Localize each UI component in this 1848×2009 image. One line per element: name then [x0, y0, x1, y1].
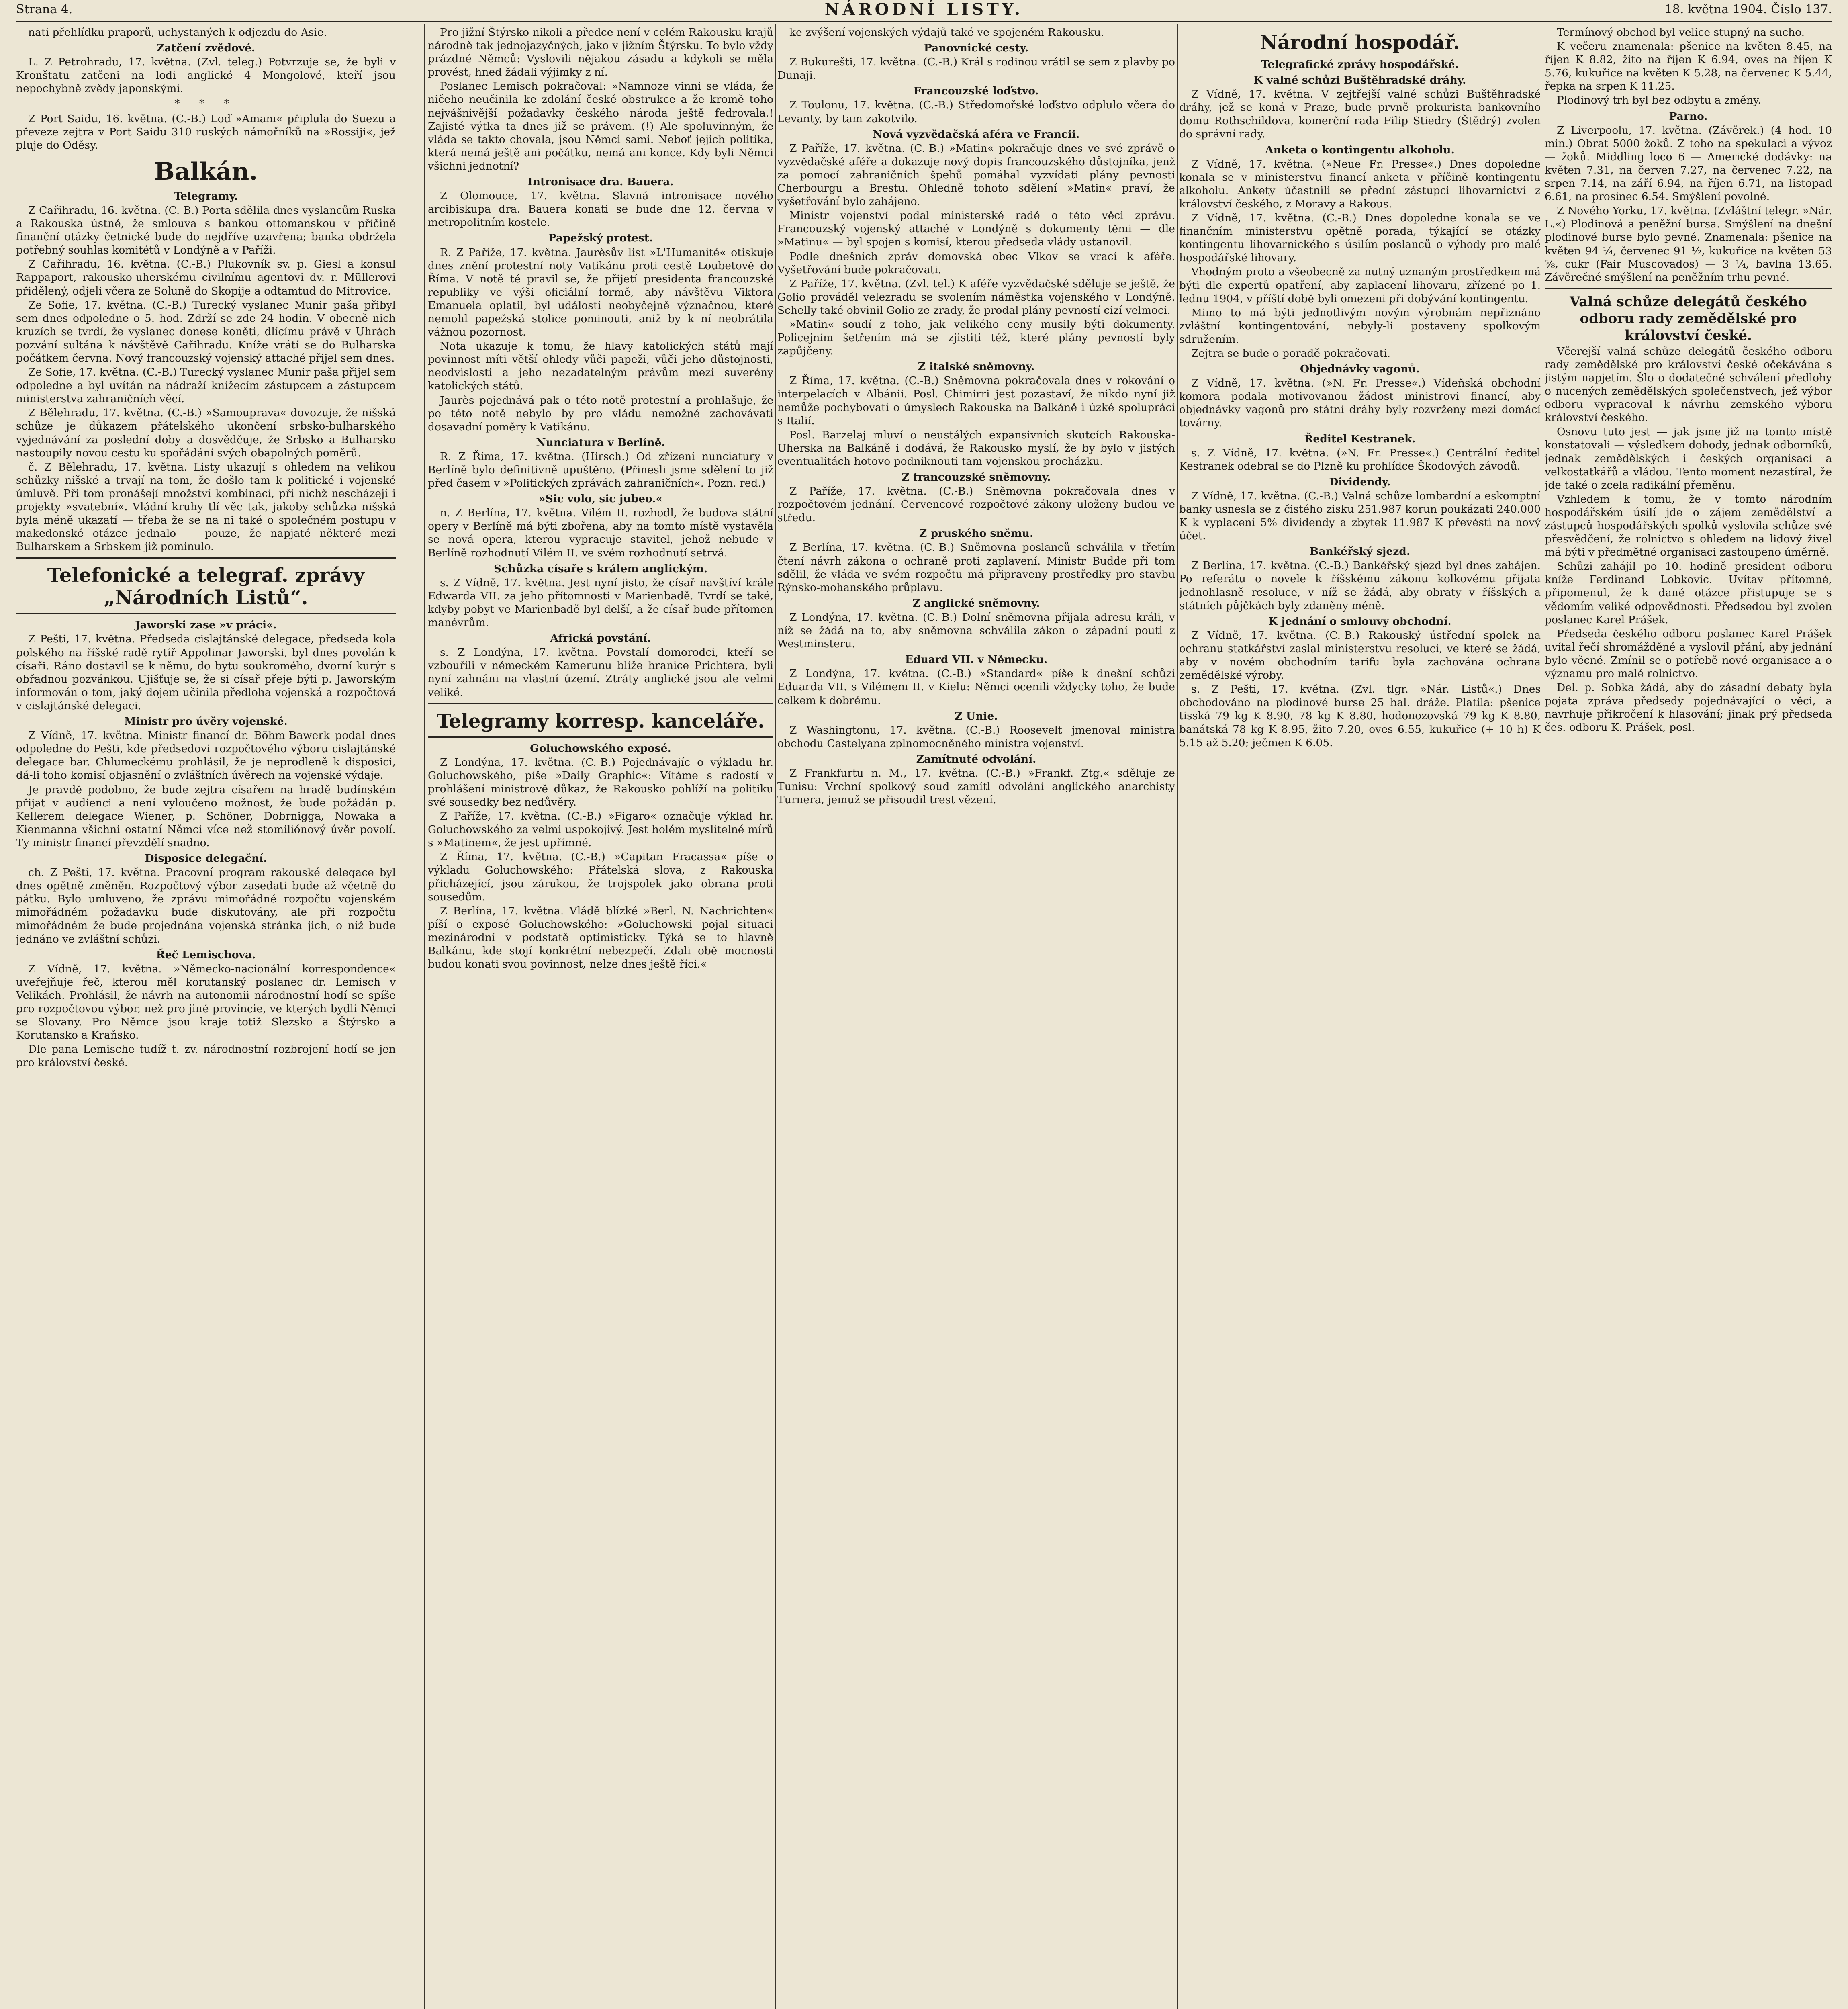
column-2: [428, 26, 773, 2009]
article-heading: Bankéřský sjezd.: [1309, 545, 1411, 558]
column-4: [1179, 26, 1541, 2009]
article-text: Z Frankfurtu n. M., 17. května. (C.-B.) »Frankf. Ztg.« sděluje ze Tunisu: Vrchní spolkový soud zamítl odvolání anglického anarchisty Turnera, jemuž se přisoudil trest vězení.: [777, 767, 1175, 806]
article-text: s. Z Vídně, 17. května. (»N. Fr. Presse«.) Centrální ředitel Kestranek odebral se do Plzně ku prohlídce Škodových závodů.: [1179, 446, 1541, 473]
article-text: Z Berlína, 17. května. (C.-B.) Bankéřský sjezd byl dnes zahájen. Po referátu o novele k říšskému zákonu kolkovému přijata jednohlasně resoluce, v níž se žádá, aby obraty v říšských a státních půjčkách byly zdaněny méně.: [1179, 559, 1541, 612]
article-text: Z Vídně, 17. května. (»N. Fr. Presse«.) Vídeňská obchodní komora podala motivovanou žádost ministrovi financí, aby objednávky vagonů pro státní dráhy byly rozvrženy mezi domácí továrny.: [1179, 377, 1541, 430]
article-heading: Nunciatura v Berlíně.: [536, 436, 665, 449]
article-text: Ze Sofie, 17. května. (C.-B.) Turecký vyslanec Munir paša přibyl sem dnes odpoledne o 5. hod. Zdrží se zde 24 hodin. V obecně nich kruzích se tvrdí, že vyslanec donese koněti, dlícímu právě v Uhrách pozvání sultána k návštěvě Cařihradu. Kníže vrátí se do Bulharska počátkem června. Nový francouzský vojenský attaché přijel sem dnes.: [16, 299, 396, 364]
article-heading: Zatčení zvědové.: [156, 42, 256, 55]
article-text: Z Vídně, 17. května. (C.-B.) Valná schůze lombardní a eskomptní banky usnesla se z čistého zisku 251.987 korun poukázati 240.000 K k vyplacení 5% dividendy a zbytek 11.987 K převésti na nový účet.: [1179, 489, 1541, 542]
article-text: s. Z Vídně, 17. května. Jest nyní jisto, že císař navštíví krále Edwarda VII. za jeho přítomnosti v Marienbadě. Tvrdí se také, kdyby pobyt ve Marienbadě byl delší, a že císař bude přítomen manévrům.: [428, 576, 773, 629]
section-separator: * * *: [174, 97, 237, 110]
article-text: Podle dnešních zpráv domovská obec Vlkov se vrací k aféře. Vyšetřování bude pokračovati.: [777, 250, 1175, 276]
article-text: Jaurès pojednává pak o této notě protestní a prohlašuje, že po této notě nebylo by pro vládu nemožné zachovávati dosavadní poměry k Vatikánu.: [428, 394, 773, 433]
column-3: [777, 26, 1175, 2009]
article-text: »Matin« soudí z toho, jak velikého ceny musily býti dokumenty. Policejním šetřením má se zjistiti též, které plány pevností byly zapůjčeny.: [777, 318, 1175, 358]
article-text: Posl. Barzelaj mluví o neustálých expansivních skutcích Rakouska-Uherska na Balkáně i dodává, že Rakousko myslí, že by bylo v jistých eventualitách hotovo podniknouti tam vojenskou procházku.: [777, 428, 1175, 468]
article-text: s. Z Pešti, 17. května. (Zvl. tlgr. »Nár. Listů«.) Dnes obchodováno na plodinové burse 25 hal. dráže. Platila: pšenice tisská 79 kg K 8.90, 78 kg K 8.80, hodonozovská 79 kg K 8.80, banátská 78 kg K 8.95, žito 7.20, oves 6.55, kukuřice (+ 10 h) K 5.15 až 5.20; ječmen K 6.05.: [1179, 683, 1541, 749]
article-heading: Jaworski zase »v práci«.: [135, 619, 277, 632]
article-heading: Z pruského sněmu.: [919, 527, 1034, 540]
article-heading: Panovnické cesty.: [924, 42, 1029, 55]
section-title: Valná schůze delegátů českého odboru rady zemědělské pro království české.: [1570, 293, 1807, 344]
article-text: Včerejší valná schůze delegátů českého odboru rady zemědělské pro království české očekávána s jistým napjetím. Šlo o dodatečné schválení předlohy o nucených zemědělských společenstvech, jež výbor odboru vypracoval k návrhu zemského výboru království českého.: [1545, 345, 1832, 424]
page-number: Strana 4.: [16, 2, 73, 16]
article-text: Z Washingtonu, 17. května. (C.-B.) Roosevelt jmenoval ministra obchodu Castelyana zplnomocněného ministra vojenství.: [777, 724, 1175, 750]
section-rule: [16, 613, 396, 614]
article-text: Ministr vojenství podal ministerské radě o této věci zprávu. Francouzský vojenský attaché v Londýně s dokumenty těmi — dle »Matinu« — byl spojen s komisí, kterou předseda vlády ustanovil.: [777, 209, 1175, 249]
article-heading: K jednání o smlouvy obchodní.: [1268, 615, 1451, 628]
article-heading: Intronisace dra. Bauera.: [527, 176, 674, 188]
article-text: Z Berlína, 17. května. Vládě blízké »Berl. N. Nachrichten« píší o exposé Goluchowského: »Goluchowski pojal situaci mezinárodní v podstatě optimisticky. Týká se to hlavně Balkánu, kde stojí konkrétní nebezpečí. Zdali obě mocnosti budou konati svou povinnost, nelze dnes ještě říci.«: [428, 904, 773, 971]
article-text: Z Cařihradu, 16. května. (C.-B.) Plukovník sv. p. Giesl a konsul Rappaport, rakousko-uherskému civilnímu agentovi dv. r. Müllerovi přidělený, odjeli včera ze Soluně do Skopije a odtamtud do Mitrovice.: [16, 258, 396, 297]
article-text: Mimo to má býti jednotlivým novým výrobnám nepřiznáno zvláštní kontingentování, nebyly-li postaveny spolkovým sdružením.: [1179, 306, 1541, 346]
article-text: L. Z Petrohradu, 17. května. (Zvl. teleg.) Potvrzuje se, že byli v Kronštatu zatčeni na lodi anglické 4 Mongolové, kteří jsou nepochybně zvědy japonskými.: [16, 56, 396, 95]
article-text: Z Londýna, 17. května. (C.-B.) »Standard« píše k dnešní schůzi Eduarda VII. s Vilémem II. v Kielu: Němci ocenili vždycky toho, že bude celkem k dobrému.: [777, 667, 1175, 707]
article-heading: Schůzka císaře s králem anglickým.: [493, 562, 708, 575]
article-text: Z Vídně, 17. května. (C.-B.) Rakouský ústřední spolek na ochranu statkářství zaslal ministerstvu resoluci, ve které se žádá, aby v novém obchodním tarifu byla zachována ochrana zemědělské výroby.: [1179, 629, 1541, 682]
article-text: Z Toulonu, 17. května. (C.-B.) Středomořské loďstvo odplulo včera do Levanty, by tam zakotvilo.: [777, 99, 1175, 125]
article-heading: Z italské sněmovny.: [918, 360, 1035, 373]
article-text: Dle pana Lemische tudíž t. zv. národnostní rozbrojení hodí se jen pro království české.: [16, 1043, 396, 1069]
column-divider: [775, 24, 776, 2009]
article-heading: Telegrafické zprávy hospodářské.: [1261, 58, 1459, 71]
article-text: Schůzi zahájil po 10. hodině president odboru kníže Ferdinand Lobkovic. Uvítav přítomné, připomenul, že k dané otázce přistupuje se s vědomím veliké odpovědnosti. Předsedou byl zvolen poslanec Karel Prášek.: [1545, 560, 1832, 626]
article-text: Z Paříže, 17. května. (C.-B.) »Figaro« označuje výklad hr. Goluchowského za velmi uspokojivý. Jest holém myslitelné mírů s »Matinem«, že jest upřímné.: [428, 810, 773, 849]
article-text: Zejtra se bude o poradě pokračovati.: [1191, 347, 1391, 360]
article-heading: Disposice delegační.: [145, 852, 267, 865]
article-text: Z Bělehradu, 17. května. (C.-B.) »Samouprava« dovozuje, že nišská schůze je důkazem přátelského ukončení srbsko-bulharského vyjednávání za poslední doby a dosvědčuje, že Srbsko a Bulharsko nastoupily novou cestu ku spořádání svých obapolných poměrů.: [16, 407, 396, 459]
article-heading: Objednávky vagonů.: [1300, 363, 1420, 376]
article-text: Z Port Saidu, 16. května. (C.-B.) Loď »Amam« připlula do Suezu a převeze zejtra v Port Saidu 310 ruských námořníků na »Rossiji«, jež pluje do Oděsy.: [16, 112, 396, 151]
section-rule: [428, 736, 773, 738]
article-text: Z Vídně, 17. května. (»Neue Fr. Presse«.) Dnes dopoledne konala se v ministerstvu financí anketa v příčině kontingentu alkoholu. Ankety účastnili se přední zástupci lihovarnictví z království českého, z Moravy a Rakous.: [1179, 158, 1541, 210]
article-heading: Ministr pro úvěry vojenské.: [124, 715, 288, 728]
article-heading: Zamítnuté odvolání.: [916, 753, 1036, 765]
article-text: Vzhledem k tomu, že v tomto národním hospodářském úsilí jde o zájem zemědělství a zástupců hospodářských spolků vyslovila schůze své přesvědčení, že rolnictvo s ohledem na lidový živel má býti v předmětné organisaci zastoupeno úměrně.: [1545, 493, 1832, 559]
article-text: Z Londýna, 17. května. (C.-B.) Pojednávajíc o výkladu hr. Goluchowského, píše »Daily Graphic«: Vítáme s radostí v prohlášení ministrově důkaz, že Rakousko pohlíží na politiku své sousedky bez nedůvěry.: [428, 756, 773, 808]
article-text: Z Liverpoolu, 17. května. (Závěrek.) (4 hod. 10 min.) Obrat 5000 žoků. Z toho na spekulaci a vývoz — žoků. Middling loco 6 — Americké dodávky: na květen 7.31, na červen 7.27, na červenec 7.22, na srpen 7.14, na září 6.94, na říjen 6.71, na listopad 6.61, na prosinec 6.54. Smýšlení povolné.: [1545, 124, 1832, 203]
article-text: K večeru znamenala: pšenice na květen 8.45, na říjen K 8.82, žito na říjen K 6.94, oves na říjen K 5.76, kukuřice na květen K 5.28, na červenec K 5.44, řepka na srpen K 11.25.: [1545, 40, 1832, 93]
section-title: Telegramy korresp. kanceláře.: [436, 710, 765, 732]
article-text: n. Z Berlína, 17. května. Vilém II. rozhodl, že budova státní opery v Berlíně má býti zbořena, aby na tomto místě vystavěla se nová opera, kterou vypracuje stavitel, jehož nebude v Berlíně rozhodnutí Vilém II. ve svém rozhodnutí setrvá.: [428, 507, 773, 559]
article-text: Je pravdě podobno, že bude zejtra císařem na hradě budínském přijat v audienci a není vyloučeno možnost, že bude požádán p. Kellerem delegace Wiener, p. Schöner, Dobrnigga, Nowaka a Kienmanna všichni ostatní Němci více než stomiliónový úvěr povolí. Ty ministr financí převzdělí snadno.: [16, 783, 396, 849]
article-text: R. Z Říma, 17. května. (Hirsch.) Od zřízení nunciatury v Berlíně bylo definitivně upuštěno. (Přinesli jsme sdělení to již před časem v »Politických zprávách zahraničních«. Pozn. red.): [428, 450, 773, 490]
section-rule: [1545, 288, 1832, 289]
section-title: Telefonické a telegraf. zprávy „Národních Listů“.: [47, 564, 365, 610]
column-1: [16, 26, 396, 2009]
article-text: Z Vídně, 17. května. Ministr financí dr. Böhm-Bawerk podal dnes odpoledne do Pešti, kde předsedovi rozpočtového výboru cislajtánské delegace bar. Chlumeckému prohlásil, že je neprodleně k disposici, dá-li toho komisí objasnění o zvláštních úvěrech na vojenské výdaje.: [16, 729, 396, 782]
article-text: Z Cařihradu, 16. května. (C.-B.) Porta sdělila dnes vyslancům Ruska a Rakouska ústně, že smlouva s bankou ottomanskou v příčině finanční otázky četnické bude do nejdříve uzavřena; banka obdržela potřebný souhlas komitétů v Londýně a v Paříži.: [16, 204, 396, 257]
article-text: ke zvýšení vojenských výdajů také ve spojeném Rakousku.: [789, 26, 1104, 39]
article-text: Vhodným proto a všeobecně za nutný uznaným prostředkem má býti dle expertů opatření, aby zaplacení lihovaru, zřízené po 1. lednu 1904, v příští době byli omezeni při dobývání kontingentu.: [1179, 266, 1541, 305]
section-title: Národní hospodář.: [1260, 31, 1460, 54]
column-divider: [424, 24, 425, 2009]
article-text: Z Londýna, 17. května. (C.-B.) Dolní sněmovna přijala adresu králi, v níž se žádá na to, aby sněmovna schválila zákon o západní pouti z Westminsteru.: [777, 611, 1175, 651]
article-text: Předseda českého odboru poslanec Karel Prášek uvítal řečí shromážděné a vyslovil přání, aby jednání bylo věcné. Zmínil se o potřebě nové organisace a o významu pro malé rolnictvo.: [1545, 627, 1832, 680]
article-text: Z Vídně, 17. května. »Německo-nacionální korrespondence« uveřejňuje řeč, kterou měl korutanský poslanec dr. Lemisch v Velikách. Prohlásil, že návrh na autonomii národnostní hodí se spíše pro rozpočtovou výbor, než pro jiné provincie, ve kterých bydlí Němci se Slovany. Pro Němce jsou kraje totiž Slezsko a Štýrsko a Korutansko a Kraňsko.: [16, 962, 396, 1042]
article-heading: Francouzské loďstvo.: [914, 85, 1039, 98]
article-text: Z Olomouce, 17. května. Slavná intronisace nového arcibiskupa dra. Bauera konati se bude dne 12. června v metropolitním kostele.: [428, 190, 773, 229]
article-text: Z Paříže, 17. května. (C.-B.) Sněmovna pokračovala dnes v rozpočtovém jednání. Červencové rozpočtové zákony uloženy budou ve středu.: [777, 485, 1175, 524]
article-text: Z Nového Yorku, 17. května. (Zvláštní telegr. »Nár. L.«) Plodinová a peněžní bursa. Smýšlení na dnešní plodinové burse bylo pevné. Znamenala: pšenice na květen 94 ¼, červenec 91 ½, kukuřice na květen 53 ⅝, cukr (Fair Muscovados) — 3 ¼, bavlna 13.65. Závěrečné smýšlení na peněžním trhu pevné.: [1545, 205, 1832, 284]
article-text: Nota ukazuje k tomu, že hlavy katolických států mají povinnost míti větší ohledy vůči papeži, vůči jeho důstojnosti, neodvislosti a jeho nezadatelným právům mezi suverény katolických států.: [428, 340, 773, 393]
article-text: č. Z Bělehradu, 17. května. Listy ukazují s ohledem na velikou schůzky nišské a trvají na tom, že došlo tam k politické i vojenské úmluvě. Při tom pronášejí množství kombinací, při nichž nescházejí i projekty »svatební«. Vládní kruhy tlí věc tak, jakoby schůzka nišská byla méně ukazatí — třeba že se na ni také o společném postupu v makedonské otázce jednalo — pouze, že napjaté některé mezi Bulharskem a Srbskem již pominulo.: [16, 460, 396, 553]
article-text: Termínový obchod byl velice stupný na sucho.: [1557, 26, 1805, 39]
article-heading: Goluchowského exposé.: [530, 742, 671, 755]
article-heading: Ředitel Kestranek.: [1304, 432, 1416, 445]
article-text: Z Paříže, 17. května. (C.-B.) »Matin« pokračuje dnes ve své zprávě o vyzvědačské aféře a dokazuje nový dopis francouzského důstojníka, jenž za pomocí zahraničních špehů pomáhal vyzvídati plány pevnosti Cherbourgu a Brestu. Ohledně tohoto sdělení »Matin« praví, že vyšetřování bylo zahájeno.: [777, 142, 1175, 208]
article-heading: Africká povstání.: [550, 632, 651, 645]
article-heading: Nová vyzvědačská aféra ve Francii.: [873, 128, 1080, 141]
article-heading: Anketa o kontingentu alkoholu.: [1265, 143, 1455, 156]
article-text: Z Vídně, 17. května. V zejtřejší valné schůzi Buštěhradské dráhy, jež se koná v Praze, bude prvně prokurista bankovního domu Rothschildova, komerční rada Filip Stiedry (Štědrý) zvolen do správní rady.: [1179, 88, 1541, 141]
article-text: Ze Sofie, 17. května. (C.-B.) Turecký vyslanec Munir paša přijel sem odpoledne a byl uvítán na nádraží knížecím zástupcem a zástupcem ministerstva zahraničních věcí.: [16, 366, 396, 405]
section-title: Balkán.: [154, 157, 258, 186]
article-text: Plodinový trh byl bez odbytu a změny.: [1557, 94, 1761, 107]
column-5: [1545, 26, 1832, 2009]
article-heading: »Sic volo, sic jubeo.«: [539, 493, 662, 505]
article-heading: K valné schůzi Buštěhradské dráhy.: [1253, 74, 1466, 87]
article-text: Del. p. Sobka žádá, aby do zásadní debaty byla pojata zpráva předsedy pojednávající o věci, a navrhuje přikročení k hlasování; jinak prý předseda čes. odboru K. Prášek, posl.: [1545, 681, 1832, 734]
article-text: Z Pešti, 17. května. Předseda cislajtánské delegace, předseda kola polského na říšské radě rytíř Appolinar Jaworski, byl dnes povolán k císaři. Ráno dostavil se k němu, do bytu soukromého, dvorní kurýr s obřadnou pozvánkou. Ujišťuje se, že si císař přeje býti p. Jaworským informován o tom, jaký dojem učinila předloha vojenská a rozpočtová v cislajtánské delegaci.: [16, 633, 396, 712]
column-divider: [1177, 24, 1178, 2009]
article-text: Poslanec Lemisch pokračoval: »Namnoze vinni se vláda, že ničeho neučinila ke zdolání české obstrukce a že kromě toho nejvášnivější požadavky českého národa ještě fedrovala.! Zajisté výtka ta dnes již se právem. (!) Ale spoluvinným, že vláda se takto chovala, jsou Němci sami. Neboť jejich politika, která nemá ještě ani počátku, nemá ani konce. Kdy byli Němci všichni jednotní?: [428, 80, 773, 172]
article-text: Z Říma, 17. května. (C.-B.) Sněmovna pokračovala dnes v rokování o interpelacích v Albánii. Posl. Chimirri jest pozastaví, že nikdo nyní již nemůže pochybovati o úmyslech Rakouska na Balkáně i úzké spolupráci s Italií.: [777, 374, 1175, 427]
article-heading: Papežský protest.: [548, 232, 653, 245]
article-text: s. Z Londýna, 17. května. Povstalí domorodci, kteří se vzbouřili v německém Kamerunu blíže hranice Prichtera, byli nyní zahnáni na vlastní území. Ztráty anglické jsou ale velmi veliké.: [428, 646, 773, 699]
masthead: NÁRODNÍ LISTY.: [824, 0, 1024, 19]
article-text: Z Paříže, 17. května. (Zvl. tel.) K aféře vyzvědačské sděluje se ještě, že Golio prováděl velezradu se svolením náměstka vojenského v Londýně. Schelly také obvinil Golio ze zrady, že prodal plány pevností cizí velmoci.: [777, 277, 1175, 317]
issue-date: 18. května 1904. Číslo 137.: [1664, 2, 1832, 16]
article-heading: Z francouzské sněmovny.: [902, 471, 1051, 483]
article-text: Pro jižní Štýrsko nikoli a předce není v celém Rakousku krajů národně tak jednojazyčných, jako v jižním Štýrsku. To bylo vždy prázdné Němců: Vyslovili nějakou zásadu a kdykoli se měla provést, hned žádali výjimky z ní.: [428, 26, 773, 79]
article-text: R. Z Paříže, 17. května. Jaurèsův list »L'Humanité« otiskuje dnes znění protestní noty Vatikánu proti cestě Loubetově do Říma. V notě té pravil se, že přijetí presidenta francouzské republiky ve výši oficiální formě, aby návštěvu Viktora Emanuela oplatil, byl událostí neobyčejně význačnou, které nemohl papežská stolice pominouti, aniž by k ní neobrátila vážnou pozornost.: [428, 246, 773, 339]
article-text: Z Berlína, 17. května. (C.-B.) Sněmovna poslanců schválila v třetím čtení návrh zákona o ochraně proti zaplavení. Ministr Budde při tom sdělil, že vláda ve svém rozpočtu má připraveny prostředky pro stavbu Rýnsko-mohanského průplavu.: [777, 541, 1175, 594]
article-text: Z Vídně, 17. května. (C.-B.) Dnes dopoledne konala se ve finančním ministerstvu opětně porada, týkající se otázky kontingentu lihovarnického s úsilím poslanců o výhody pro malé hospodářské lihovary.: [1179, 212, 1541, 264]
article-heading: Řeč Lemischova.: [156, 948, 256, 961]
section-rule: [16, 557, 396, 559]
article-heading: Z Unie.: [955, 710, 998, 722]
article-text: nati přehlídku praporů, uchystaných k odjezdu do Asie.: [28, 26, 327, 39]
article-heading: Telegramy.: [174, 190, 238, 203]
article-text: Z Říma, 17. května. (C.-B.) »Capitan Fracassa« píše o výkladu Goluchowského: Přátelská slova, z Rakouska přicházející, jsou zárukou, že trojspolek jako obrana proti sousedům.: [428, 851, 773, 903]
article-heading: Eduard VII. v Německu.: [905, 653, 1048, 666]
article-heading: Dividendy.: [1329, 475, 1391, 488]
section-rule: [428, 703, 773, 704]
article-heading: Z anglické sněmovny.: [912, 597, 1040, 610]
article-heading: Parno.: [1669, 110, 1708, 123]
article-text: Z Bukurešti, 17. května. (C.-B.) Král s rodinou vrátil se sem z plavby po Dunaji.: [777, 56, 1175, 82]
article-text: ch. Z Pešti, 17. května. Pracovní program rakouské delegace byl dnes opětně změněn. Rozpočtový výbor zasedati bude až včetně do pátku. Bylo umluveno, že zprávu mimořádné rozpočtu vojenském mimořádném požadavku bude diskutovány, ale při rozpočtu mimořádném že bude projednána vojenská stránka jich, o níž bude jednáno ve zvláštní schůzi.: [16, 866, 396, 945]
article-text: Osnovu tuto jest — jak jsme již na tomto místě konstatovali — výsledkem dohody, jednak odborníků, jednak zemědělských i českých organisací a velkostatkářů a vládou. Tento moment nezastíral, že jde také o zcela radikální přeměnu.: [1545, 426, 1832, 491]
page-header: [16, 0, 1832, 22]
